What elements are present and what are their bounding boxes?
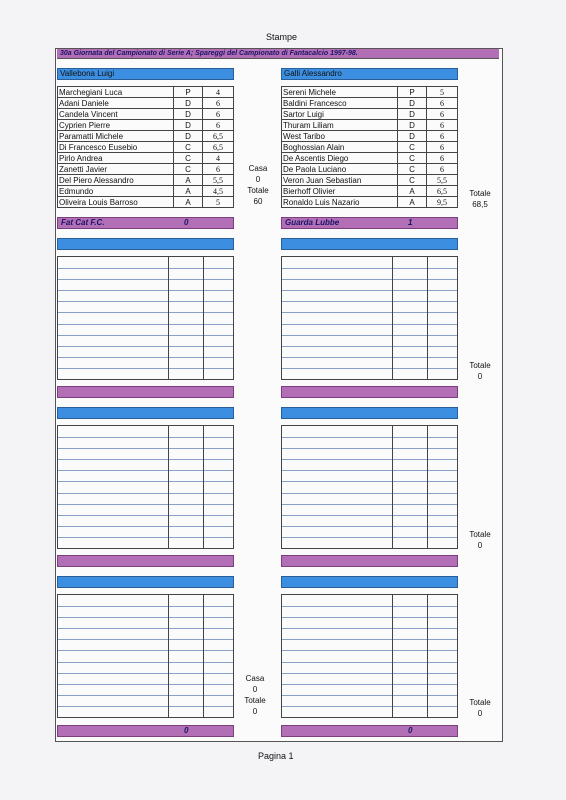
- grid-row-line: [58, 268, 233, 269]
- grid-row-line: [58, 357, 233, 358]
- grid-row-line: [282, 448, 457, 449]
- player-vote: 6: [427, 142, 458, 153]
- player-name: Cyprien Pierre: [58, 120, 174, 131]
- player-position: D: [398, 98, 427, 109]
- player-row: [282, 175, 458, 186]
- grid-row-line: [58, 459, 233, 460]
- player-name: Paramatti Michele: [58, 131, 174, 142]
- match4-total: [460, 697, 500, 719]
- grid-row-line: [58, 706, 233, 707]
- player-position: C: [174, 153, 203, 164]
- grid-row-line: [58, 695, 233, 696]
- player-position: D: [174, 131, 203, 142]
- player-row: [282, 98, 458, 109]
- grid-row-line: [58, 301, 233, 302]
- grid-row-line: [282, 335, 457, 336]
- player-position: P: [174, 87, 203, 98]
- grid-row-line: [58, 662, 233, 663]
- totale-value: 0: [252, 707, 258, 716]
- player-row: [58, 186, 234, 197]
- match1-right-total: [460, 188, 500, 210]
- player-vote: 6: [203, 164, 234, 175]
- grid-row-line: [58, 481, 233, 482]
- player-vote: 6,5: [427, 186, 458, 197]
- grid-row-line: [282, 268, 457, 269]
- m2-left-manager-bar: [57, 238, 234, 250]
- grid-row-line: [282, 662, 457, 663]
- match4-mid-summary: [235, 673, 275, 717]
- player-name: Pirlo Andrea: [58, 153, 174, 164]
- player-vote: 6,5: [203, 142, 234, 153]
- player-row: [58, 87, 234, 98]
- totale-value: 60: [253, 197, 263, 206]
- player-row: [282, 120, 458, 131]
- grid-row-line: [58, 279, 233, 280]
- grid-row-line: [58, 515, 233, 516]
- m3-right-manager-bar: [281, 407, 458, 419]
- player-vote: 6: [427, 131, 458, 142]
- casa-value: 0: [255, 175, 261, 184]
- player-row: [282, 131, 458, 142]
- grid-row-line: [282, 628, 457, 629]
- grid-row-line: [58, 639, 233, 640]
- grid-row-line: [282, 312, 457, 313]
- totale-label: Totale: [247, 186, 269, 195]
- grid-row-line: [58, 312, 233, 313]
- player-vote: 9,5: [427, 197, 458, 208]
- grid-row-line: [58, 617, 233, 618]
- player-vote: 4,5: [203, 186, 234, 197]
- m2-right-grid: [281, 256, 458, 380]
- page-header: Stampe: [266, 32, 298, 42]
- m4-right-grid: [281, 594, 458, 718]
- player-vote: 5: [427, 87, 458, 98]
- player-row: [282, 109, 458, 120]
- grid-row-line: [58, 448, 233, 449]
- grid-row-line: [282, 493, 457, 494]
- grid-row-line: [58, 335, 233, 336]
- grid-column-line: [392, 595, 393, 717]
- player-name: Adani Daniele: [58, 98, 174, 109]
- team-name: Guarda Lubbe: [285, 218, 340, 227]
- grid-row-line: [58, 470, 233, 471]
- player-name: Zanetti Javier: [58, 164, 174, 175]
- m4-right-manager-bar: [281, 576, 458, 588]
- casa-label: Casa: [245, 674, 265, 683]
- grid-column-line: [168, 257, 169, 379]
- team-score: 1: [408, 218, 413, 227]
- m3-right-grid: [281, 425, 458, 549]
- player-name: Sereni Michele: [282, 87, 398, 98]
- player-row: [58, 164, 234, 175]
- grid-column-line: [392, 257, 393, 379]
- grid-row-line: [282, 301, 457, 302]
- grid-row-line: [282, 346, 457, 347]
- grid-row-line: [282, 459, 457, 460]
- right-manager-bar: Galli Alessandro: [281, 68, 458, 80]
- grid-row-line: [282, 290, 457, 291]
- grid-row-line: [58, 493, 233, 494]
- player-name: Edmundo: [58, 186, 174, 197]
- player-name: De Paola Luciano: [282, 164, 398, 175]
- player-vote: 6: [427, 120, 458, 131]
- totale-label: Totale: [469, 530, 491, 539]
- player-row: [282, 197, 458, 208]
- grid-row-line: [58, 368, 233, 369]
- player-vote: 6: [203, 120, 234, 131]
- player-name: Bierhoff Olivier: [282, 186, 398, 197]
- grid-row-line: [282, 470, 457, 471]
- player-vote: 6: [427, 109, 458, 120]
- player-name: Marchegiani Luca: [58, 87, 174, 98]
- grid-row-line: [58, 437, 233, 438]
- player-position: D: [174, 98, 203, 109]
- totale-label: Totale: [244, 696, 266, 705]
- m3-left-grid: [57, 425, 234, 549]
- page-footer: Pagina 1: [258, 751, 294, 761]
- team-score: 0: [184, 218, 189, 227]
- grid-row-line: [58, 526, 233, 527]
- player-vote: 4: [203, 87, 234, 98]
- player-row: [282, 164, 458, 175]
- m2-right-manager-bar: [281, 238, 458, 250]
- sheet-title: 30a Giornata del Campionato di Serie A; Spareggi del Campionato di Fantacalcio 1997-98.: [57, 49, 499, 59]
- player-row: [282, 87, 458, 98]
- totale-value: 0: [477, 372, 483, 381]
- player-name: Oliveira Louis Barroso: [58, 197, 174, 208]
- player-vote: 5,5: [203, 175, 234, 186]
- player-position: D: [398, 131, 427, 142]
- grid-row-line: [282, 695, 457, 696]
- grid-row-line: [58, 504, 233, 505]
- m4-left-team-bar: [57, 725, 234, 737]
- totale-value: 0: [477, 709, 483, 718]
- grid-row-line: [58, 684, 233, 685]
- grid-row-line: [282, 650, 457, 651]
- grid-column-line: [427, 426, 428, 548]
- m2-left-grid: [57, 256, 234, 380]
- grid-row-line: [282, 368, 457, 369]
- player-row: [58, 197, 234, 208]
- m3-right-team-bar: [281, 555, 458, 567]
- player-position: A: [174, 197, 203, 208]
- match3-total: [460, 529, 500, 551]
- player-position: C: [398, 142, 427, 153]
- player-vote: 4: [203, 153, 234, 164]
- player-vote: 6: [427, 153, 458, 164]
- grid-column-line: [427, 595, 428, 717]
- grid-row-line: [282, 537, 457, 538]
- team-score: 0: [184, 726, 189, 735]
- player-row: [58, 153, 234, 164]
- grid-row-line: [282, 279, 457, 280]
- right-player-table: [281, 86, 458, 208]
- player-vote: 6: [427, 98, 458, 109]
- player-row: [282, 142, 458, 153]
- player-position: A: [398, 186, 427, 197]
- player-name: Di Francesco Eusebio: [58, 142, 174, 153]
- grid-row-line: [282, 515, 457, 516]
- player-position: C: [174, 164, 203, 175]
- player-row: [58, 175, 234, 186]
- player-name: Boghossian Alain: [282, 142, 398, 153]
- player-position: C: [398, 175, 427, 186]
- grid-column-line: [427, 257, 428, 379]
- player-vote: 6: [427, 164, 458, 175]
- grid-row-line: [58, 606, 233, 607]
- grid-row-line: [282, 617, 457, 618]
- grid-column-line: [203, 595, 204, 717]
- m2-right-team-bar: [281, 386, 458, 398]
- player-position: C: [398, 164, 427, 175]
- m2-left-team-bar: [57, 386, 234, 398]
- player-vote: 5,5: [427, 175, 458, 186]
- left-manager-bar: Vallebona Luigi: [57, 68, 234, 80]
- grid-row-line: [282, 673, 457, 674]
- right-team-bar: [281, 217, 458, 229]
- team-name: Fat Cat F.C.: [61, 218, 105, 227]
- player-position: P: [398, 87, 427, 98]
- player-position: A: [398, 197, 427, 208]
- grid-row-line: [58, 290, 233, 291]
- match1-mid-summary: [238, 163, 278, 207]
- grid-row-line: [58, 346, 233, 347]
- totale-label: Totale: [469, 189, 491, 198]
- player-vote: 5: [203, 197, 234, 208]
- grid-row-line: [282, 706, 457, 707]
- grid-row-line: [282, 357, 457, 358]
- totale-value: 68,5: [472, 200, 488, 209]
- player-position: D: [398, 120, 427, 131]
- m3-left-team-bar: [57, 555, 234, 567]
- m4-right-team-bar: [281, 725, 458, 737]
- player-name: Del Piero Alessandro: [58, 175, 174, 186]
- player-row: [58, 109, 234, 120]
- grid-row-line: [58, 650, 233, 651]
- grid-column-line: [168, 426, 169, 548]
- player-name: Ronaldo Luis Nazario: [282, 197, 398, 208]
- grid-row-line: [282, 324, 457, 325]
- match2-total: [460, 360, 500, 382]
- grid-row-line: [282, 504, 457, 505]
- player-name: Thuram Liliam: [282, 120, 398, 131]
- totale-label: Totale: [469, 361, 491, 370]
- casa-label: Casa: [248, 164, 268, 173]
- player-position: D: [174, 109, 203, 120]
- player-vote: 6: [203, 98, 234, 109]
- left-player-table: [57, 86, 234, 208]
- grid-row-line: [282, 526, 457, 527]
- player-name: Veron Juan Sebastian: [282, 175, 398, 186]
- grid-column-line: [203, 257, 204, 379]
- player-row: [58, 142, 234, 153]
- player-name: West Taribo: [282, 131, 398, 142]
- grid-row-line: [58, 628, 233, 629]
- casa-value: 0: [252, 685, 258, 694]
- m4-left-grid: [57, 594, 234, 718]
- player-position: C: [174, 142, 203, 153]
- player-name: De Ascentis Diego: [282, 153, 398, 164]
- player-position: A: [174, 175, 203, 186]
- player-position: D: [398, 109, 427, 120]
- player-position: C: [398, 153, 427, 164]
- player-row: [282, 186, 458, 197]
- player-row: [282, 153, 458, 164]
- team-score: 0: [408, 726, 413, 735]
- grid-column-line: [203, 426, 204, 548]
- grid-row-line: [282, 606, 457, 607]
- player-name: Candela Vincent: [58, 109, 174, 120]
- grid-row-line: [282, 437, 457, 438]
- player-position: A: [174, 186, 203, 197]
- grid-row-line: [58, 324, 233, 325]
- grid-column-line: [168, 595, 169, 717]
- player-vote: 6,5: [203, 131, 234, 142]
- grid-row-line: [282, 684, 457, 685]
- grid-row-line: [282, 639, 457, 640]
- player-row: [58, 131, 234, 142]
- grid-row-line: [282, 481, 457, 482]
- player-row: [58, 98, 234, 109]
- totale-label: Totale: [469, 698, 491, 707]
- player-vote: 6: [203, 109, 234, 120]
- grid-row-line: [58, 673, 233, 674]
- m4-left-manager-bar: [57, 576, 234, 588]
- totale-value: 0: [477, 541, 483, 550]
- left-team-bar: [57, 217, 234, 229]
- grid-column-line: [392, 426, 393, 548]
- player-row: [58, 120, 234, 131]
- player-position: D: [174, 120, 203, 131]
- player-name: Sartor Luigi: [282, 109, 398, 120]
- grid-row-line: [58, 537, 233, 538]
- player-name: Baldini Francesco: [282, 98, 398, 109]
- m3-left-manager-bar: [57, 407, 234, 419]
